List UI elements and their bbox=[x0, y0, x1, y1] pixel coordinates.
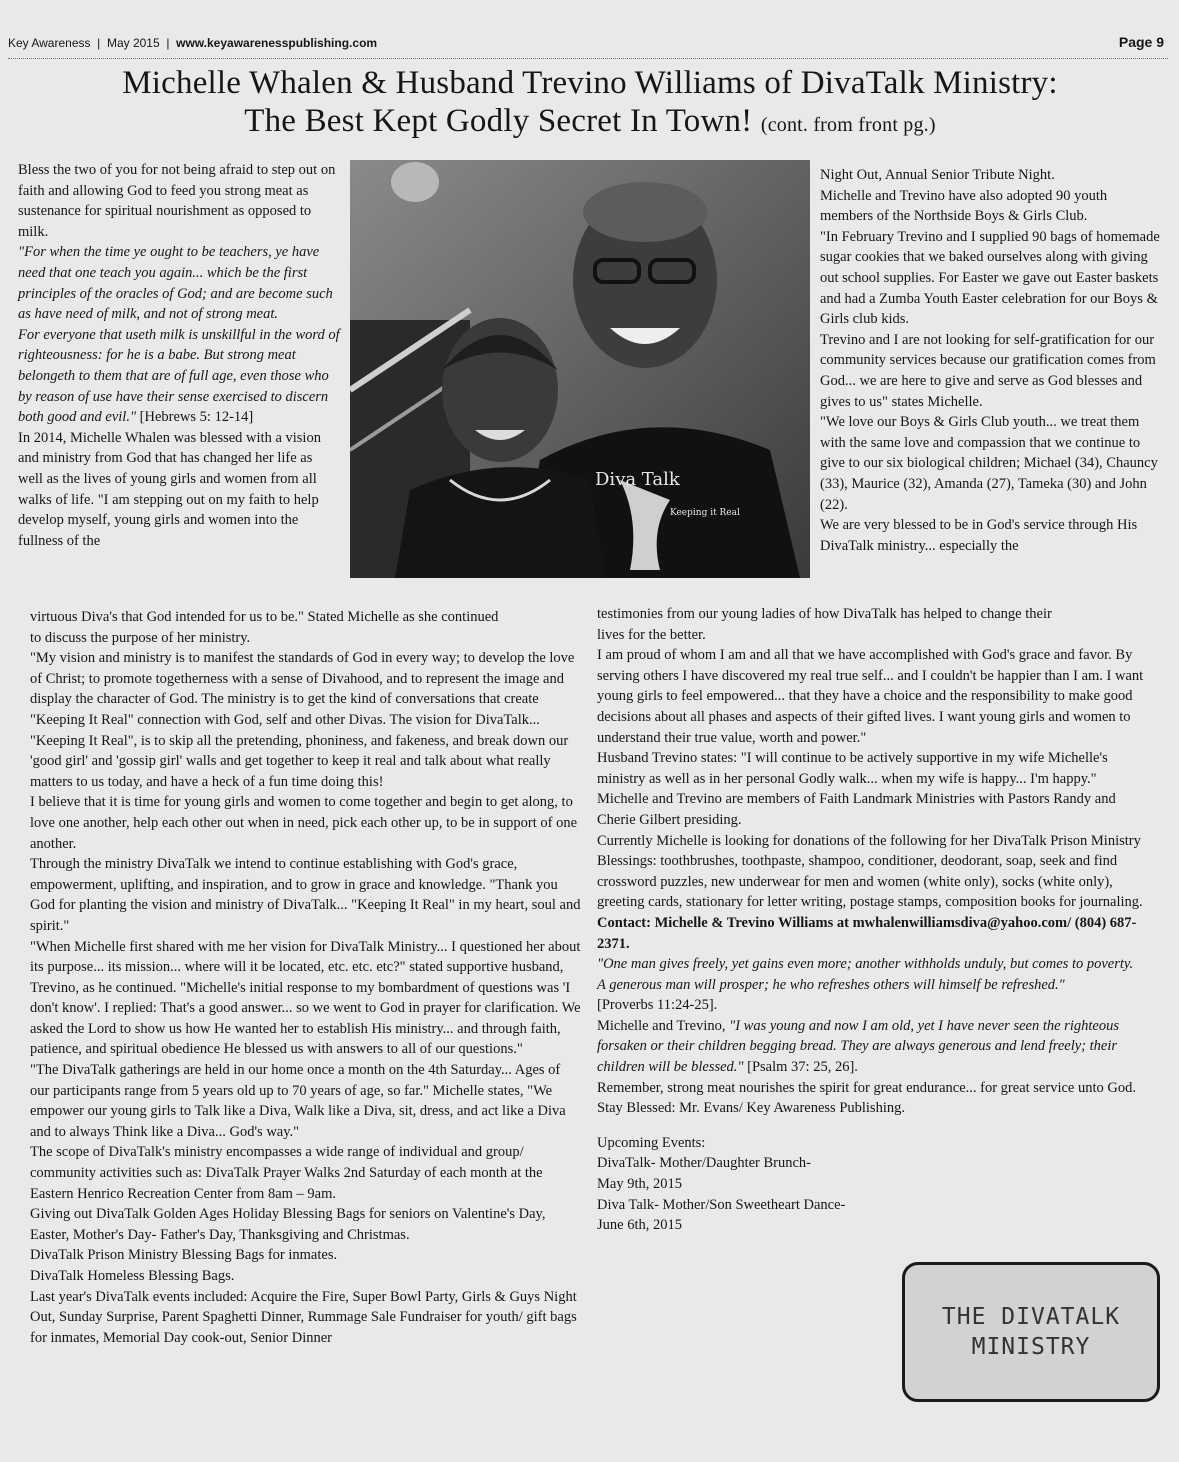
stamp-line-2: MINISTRY bbox=[971, 1334, 1091, 1360]
publisher-website: www.keyawarenesspublishing.com bbox=[176, 36, 378, 50]
proverbs-citation: [Proverbs 11:24-25]. bbox=[597, 997, 718, 1014]
stamp-line-1: THE DIVATALK bbox=[941, 1304, 1121, 1330]
page-header bbox=[8, 36, 1168, 59]
paragraph: "The DivaTalk gatherings are held in our home once a month on the 4th Saturday... Ages of our participants range from 5 years old up to 70 years of age, so far." Michelle states, "We empower our young girls to Talk like a Diva, Walk like a Diva, sit, dress, and act like a Diva and to always Think like a Diva... God's way." bbox=[30, 1062, 566, 1140]
contact-info: Contact: Michelle & Trevino Williams at mwhalenwilliamsdiva@yahoo.com/ (804) 687-2371. bbox=[597, 914, 1137, 952]
issue-date: May 2015 bbox=[106, 36, 160, 50]
left-column-bottom bbox=[30, 607, 582, 1348]
sign-off: Stay Blessed: Mr. Evans/ Key Awareness Publishing. bbox=[597, 1100, 905, 1117]
paragraph: Night Out, Annual Senior Tribute Night. bbox=[820, 167, 1055, 183]
paragraph: We are very blessed to be in God's service through His DivaTalk ministry... especially the bbox=[820, 517, 1138, 554]
scripture-quote: "For when the time ye ought to be teachers, ye have need that one teach you again... which be the first principles of the oracles of God; and are become such as have need of milk, and not of strong meat. bbox=[18, 244, 333, 323]
right-column-top bbox=[820, 165, 1160, 556]
scripture-quote-text: For everyone that useth milk is unskillful in the word of righteousness: for he is a babe. But strong meat belongeth to them that are of full age, even those who by reason of use have their sense exercised to discern both good and evil." bbox=[18, 326, 340, 426]
event-item: June 6th, 2015 bbox=[597, 1217, 682, 1234]
publication-name: Key Awareness bbox=[8, 36, 91, 50]
paragraph: Husband Trevino states: "I will continue to be actively supportive in my wife Michelle's ministry as well as in her personal Godly walk... when my wife is happy... I'm happy." bbox=[597, 750, 1108, 787]
paragraph: "We love our Boys & Girls Club youth... we treat them with the same love and compassion that we continue to give to our six biological children; Michael (34), Chauncy (33), Maurice (32), Amanda (27), Tameka (30) and John (22). bbox=[820, 414, 1158, 513]
paragraph: "When Michelle first shared with me her vision for DivaTalk Ministry... I questioned her about its purpose... its mission... where will it be located, etc. etc. etc?" stated supportive husband, Trevino, as he continued. "Michelle's initial response to my bombardment of questions was 'I don't know'. I replied: That's a good answer... so we went to God in prayer for clarification. We asked the Lord to show us how He wanted her to establish His ministry... and through faith, patience, and spiritual obedience He blessed us with answers to all of our questions." bbox=[30, 938, 581, 1058]
paragraph: Trevino and I are not looking for self-gratification for our community services because our gratification comes from God... we are here to give and serve as God blesses and gives to us" states Michelle. bbox=[820, 331, 1156, 410]
paragraph: I am proud of whom I am and all that we have accomplished with God's grace and favor. By serving others I have discovered my real true self... and I couldn't be happier than I am. I want young girls to feel empowered... that they have a choice and the responsibility to make good decisions about all phases and aspects of their gifted lives. I want young girls and women to understand their true value, worth and power." bbox=[597, 647, 1144, 746]
title-line-1: Michelle Whalen & Husband Trevino Williams of DivaTalk Ministry: bbox=[122, 65, 1058, 101]
paragraph: "My vision and ministry is to manifest the standards of God in every way; to develop the love of Christ; to promote togetherness with a sense of Divahood, and to represent the image and display the character of God. The ministry is to get the kind of conversations that create "Keeping It Real" connection with God, self and other Divas. The vision for DivaTalk... "Keeping It Real", is to skip all the pretending, phoniness, and fakeness, and break down our 'good girl' and 'gossip girl' walls and get together to keep it real and talk about what really matters to us today, and have a heck of a fun time doing this! bbox=[30, 650, 575, 790]
right-column-bottom bbox=[597, 604, 1145, 1236]
proverbs-quote: "One man gives freely, yet gains even more; another withholds unduly, but comes to poverty. A generous man will prosper; he who refreshes others will himself be refreshed." bbox=[597, 956, 1134, 993]
upcoming-events bbox=[597, 1133, 1145, 1236]
paragraph: I believe that it is time for young girls and women to come together and begin to get along, to love one another, help each other out when in need, pick each other up, to be in support of one another. bbox=[30, 794, 578, 852]
shirt-tagline-text: Keeping it Real bbox=[670, 508, 740, 518]
shirt-logo-text: Diva Talk bbox=[595, 469, 680, 490]
psalm-citation: [Psalm 37: 25, 26]. bbox=[747, 1059, 858, 1076]
paragraph: lives for the better. bbox=[597, 626, 706, 643]
title-line-2-text: The Best Kept Godly Secret In Town! bbox=[244, 103, 753, 139]
paragraph: Last year's DivaTalk events included: Acquire the Fire, Super Bowl Party, Girls & Guys Night Out, Sunday Surprise, Parent Spaghetti Dinner, Rummage Sale Fundraiser for youth/ gift bags for inmates, Memorial Day cook-out, Senior Dinner bbox=[30, 1288, 577, 1346]
continued-note: (cont. from front pg.) bbox=[760, 114, 936, 136]
scripture-quote bbox=[18, 325, 340, 428]
title-line-2 bbox=[60, 102, 1120, 144]
paragraph: Currently Michelle is looking for donations of the following for her DivaTalk Prison Ministry Blessings: toothbrushes, toothpaste, shampoo, conditioner, deodorant, soap, seek and find crossword puzzles, new underwear for men and women (white only), socks (white only), greeting cards, stationary for letter writing, postage stamps, composition books for journaling. bbox=[597, 832, 1143, 911]
events-heading: Upcoming Events: bbox=[597, 1134, 706, 1151]
paragraph: Giving out DivaTalk Golden Ages Holiday Blessing Bags for seniors on Valentine's Day, Easter, Mother's Day- Father's Day, Thanksgiving and Christmas. bbox=[30, 1206, 546, 1243]
scripture-citation: [Hebrews 5: 12-14] bbox=[139, 409, 254, 426]
paragraph: The scope of DivaTalk's ministry encompasses a wide range of individual and group/ community activities such as: DivaTalk Prayer Walks 2nd Saturday of each month at the Eastern Henrico Recreation Center from 8am – 9am. bbox=[30, 1144, 543, 1202]
event-item: DivaTalk- Mother/Daughter Brunch- bbox=[597, 1155, 812, 1172]
psalm-intro: Michelle and Trevino, bbox=[597, 1017, 726, 1034]
couple-photo bbox=[350, 160, 810, 578]
paragraph: testimonies from our young ladies of how DivaTalk has helped to change their bbox=[597, 606, 1052, 622]
paragraph: DivaTalk Homeless Blessing Bags. bbox=[30, 1268, 235, 1284]
page-number: Page 9 bbox=[1118, 34, 1164, 50]
left-column-top bbox=[18, 160, 340, 551]
paragraph: Bless the two of you for not being afraid to step out on faith and allowing God to feed you strong meat as sustenance for spiritual nourishment as opposed to milk. bbox=[18, 162, 336, 240]
article-title bbox=[60, 64, 1120, 144]
paragraph: DivaTalk Prison Ministry Blessing Bags for inmates. bbox=[30, 1247, 338, 1264]
psalm-paragraph bbox=[597, 1016, 1145, 1078]
header-publication-line: Key Awareness | May 2015 | www.keyawarenesspublishing.com bbox=[8, 36, 378, 50]
paragraph: Michelle and Trevino are members of Faith Landmark Ministries with Pastors Randy and Cherie Gilbert presiding. bbox=[597, 791, 1116, 828]
paragraph: In 2014, Michelle Whalen was blessed with a vision and ministry from God that has changed her life as well as the lives of young girls and women from all walks of life. "I am stepping out on my faith to help develop myself, young girls and women into the fullness of the bbox=[18, 429, 321, 549]
psalm-quote: "I was young and now I am old, yet I have never seen the righteous forsaken or their children begging bread. They are always generous and lend freely; their children will be blessed." bbox=[597, 1017, 1119, 1076]
paragraph: virtuous Diva's that God intended for us to be." Stated Michelle as she continued bbox=[30, 609, 499, 625]
paragraph: Michelle and Trevino have also adopted 90 youth members of the Northside Boys & Girls Club. bbox=[820, 187, 1108, 225]
paragraph: to discuss the purpose of her ministry. bbox=[30, 629, 251, 646]
paragraph: Remember, strong meat nourishes the spirit for great endurance... for great service unto God. bbox=[597, 1079, 1136, 1096]
paragraph: "In February Trevino and I supplied 90 bags of homemade sugar cookies that we baked ourselves along with giving out school supplies. For Easter we gave out Easter baskets and had a Zumba Youth Easter celebration for our Boys & Girls club kids. bbox=[820, 228, 1160, 328]
paragraph: Through the ministry DivaTalk we intend to continue establishing with God's grace, empowerment, uplifting, and inspiration, and to grow in grace and knowledge. "Thank you God for planting the vision and ministry of DivaTalk... "Keeping It Real" in my heart, soul and spirit." bbox=[30, 856, 581, 934]
event-item: Diva Talk- Mother/Son Sweetheart Dance- bbox=[597, 1196, 846, 1213]
event-item: May 9th, 2015 bbox=[597, 1176, 682, 1193]
divatalk-ministry-label bbox=[902, 1262, 1160, 1402]
